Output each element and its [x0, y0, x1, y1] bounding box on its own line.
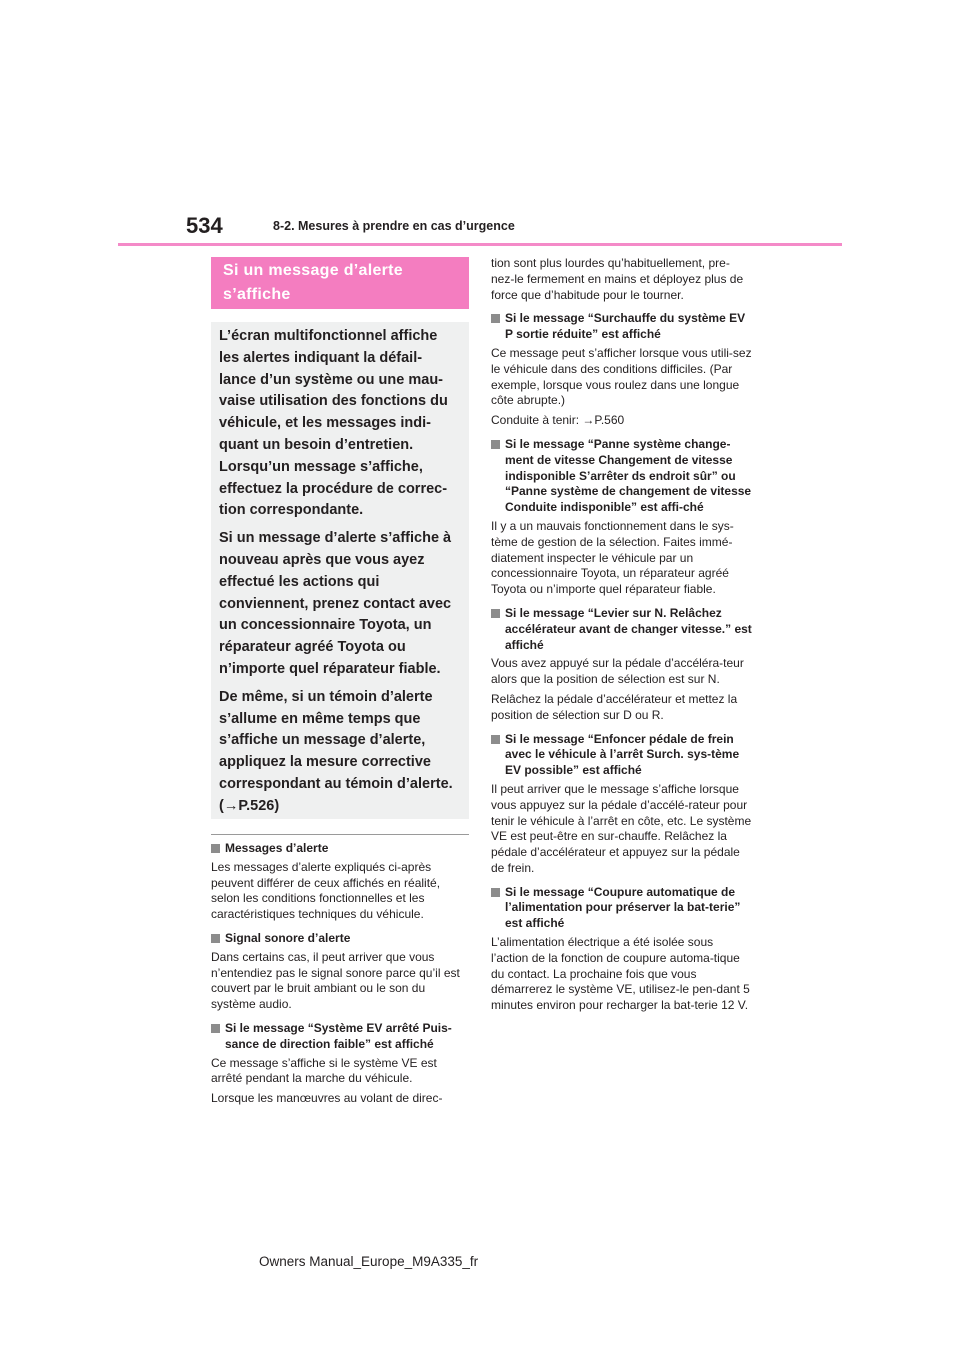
square-bullet-icon [491, 609, 500, 618]
paragraph: Vous avez appuyé sur la pédale d’accéléra-teur alors que la position de sélection est sur N. [491, 656, 744, 687]
paragraph: Ce message s’affiche si le système VE est arrêté pendant la marche du véhicule. [211, 1055, 437, 1086]
square-bullet-icon [491, 440, 500, 449]
paragraph: Dans certains cas, il peut arriver que vous n’entendiez pas le signal sonore parce qu’il est couvert par le bruit ambiant ou le son du système audio. [211, 949, 460, 1012]
subheading: Signal sonore d’alerte [211, 931, 469, 947]
paragraph: Relâchez la pédale d’accélérateur et mettez la position de sélection sur D ou R. [491, 691, 738, 722]
paragraph: Il y a un mauvais fonctionnement dans le sys-tème de gestion de la sélection. Faites immé-diatement inspecter le véhicule par un concessionnaire Toyota, un réparateur agréé Toyota ou n’importe quel réparateur fiable. [491, 518, 734, 597]
section-ev-stopped [211, 1021, 469, 1107]
square-bullet-icon [211, 844, 220, 853]
square-bullet-icon [491, 735, 500, 744]
square-bullet-icon [211, 1024, 220, 1033]
paragraph: Les messages d’alerte expliqués ci-après peuvent différer de ceux affichés en réalité, selon les conditions fonctionnelles et les caractéristiques techniques du véhicule. [211, 859, 441, 922]
intro-paragraph-3 [219, 687, 459, 818]
header-rule [118, 243, 842, 246]
section-heading-box [211, 257, 469, 309]
section-heading-line1: Si un message d’alerte [223, 262, 404, 279]
section-auto-power-off [491, 885, 753, 1014]
subheading: Si le message “Panne système change-ment de vitesse Changement de vitesse indisponible S’arrêter ds endroit sûr” ou “Panne système de changement de vitesse Conduite indisponible” est affi-ché [491, 437, 753, 516]
intro-paragraph-2: Si un message d’alerte s’affiche à nouveau après que vous ayez effectué les actions qui conviennent, prenez contact avec un concessionnaire Toyota, un réparateur agréé Toyota ou n’importe quel réparateur fiable. [219, 530, 452, 677]
right-column [491, 256, 753, 1022]
left-column [211, 841, 469, 1115]
intro-paragraph-1: L’écran multifonctionnel affiche les alertes indiquant la défail-lance d’un système ou une mau-vaise utilisation des fonctions du véhicule, et les messages indi-quant un besoin d’entretien. Lorsqu’un message s’affiche, effectuez la procédure de correc-tion correspondante. [219, 328, 448, 519]
subheading: Si le message “Surchauffe du système EV P sortie réduite” est affiché [491, 311, 753, 343]
section-brake-pedal [491, 732, 753, 877]
intro-paragraph-3-text: De même, si un témoin d’alerte s’allume en même temps que s’affiche un message d’alerte, appliquez la mesure corrective correspondant au témoin d’alerte. [219, 688, 453, 792]
square-bullet-icon [491, 888, 500, 897]
paragraph: tion sont plus lourdes qu’habituellement, pre-nez-le fermement en mains et déployez plus de force que d’habitude pour le tourner. [491, 256, 744, 302]
section-shift-failure [491, 437, 753, 598]
paragraph: L’alimentation électrique a été isolée sous l’action de la fonction de coupure automa-tique du contact. La prochaine fois que vous démarrerez le système VE, utilisez-le pen-dant 5 minutes environ pour recharger la bat-terie 12 V. [491, 935, 750, 1013]
paragraph: Ce message peut s’afficher lorsque vous utili-sez le véhicule dans des conditions difficiles. (Par exemple, lorsque vous roulez dans une longue côte abrupte.) [491, 345, 752, 408]
subheading: Si le message “Levier sur N. Relâchez accélérateur avant de changer vitesse.” est affiché [491, 606, 753, 653]
section-ev-overheat [491, 311, 753, 429]
section-lever-n [491, 606, 753, 724]
section-heading-line2: s’affiche [223, 286, 291, 303]
continuation [491, 256, 753, 303]
section-alert-messages [211, 841, 469, 923]
separator [211, 834, 469, 835]
intro-box [211, 322, 469, 819]
paragraph: Il peut arriver que le message s’affiche lorsque vous appuyez sur la pédale d’accélé-rateur pour tenir le véhicule à l’arrêt en côte, etc. Le système VE est peut-être en sur-chauffe. Relâchez la pédale d’accélérateur et appuyez sur la pédale de frein. [491, 781, 752, 875]
section-alert-buzzer [211, 931, 469, 1013]
paragraph: Conduite à tenir: →P.560 [491, 413, 625, 428]
page-reference-link[interactable]: (→P.526) [219, 797, 280, 814]
subheading: Messages d’alerte [211, 841, 469, 857]
subheading: Si le message “Coupure automatique de l’alimentation pour préserver la bat-terie” est affiché [491, 885, 753, 932]
section-title: 8-2. Mesures à prendre en cas d’urgence [273, 219, 515, 233]
paragraph: Lorsque les manœuvres au volant de direc- [211, 1091, 443, 1106]
square-bullet-icon [211, 934, 220, 943]
square-bullet-icon [491, 314, 500, 323]
subheading: Si le message “Enfoncer pédale de frein avec le véhicule à l’arrêt Surch. sys-tème EV possible” est affiché [491, 732, 753, 779]
footer-text: Owners Manual_Europe_M9A335_fr [259, 1254, 479, 1269]
subheading: Si le message “Système EV arrêté Puis-sance de direction faible” est affiché [211, 1021, 469, 1053]
page-number: 534 [186, 213, 223, 238]
